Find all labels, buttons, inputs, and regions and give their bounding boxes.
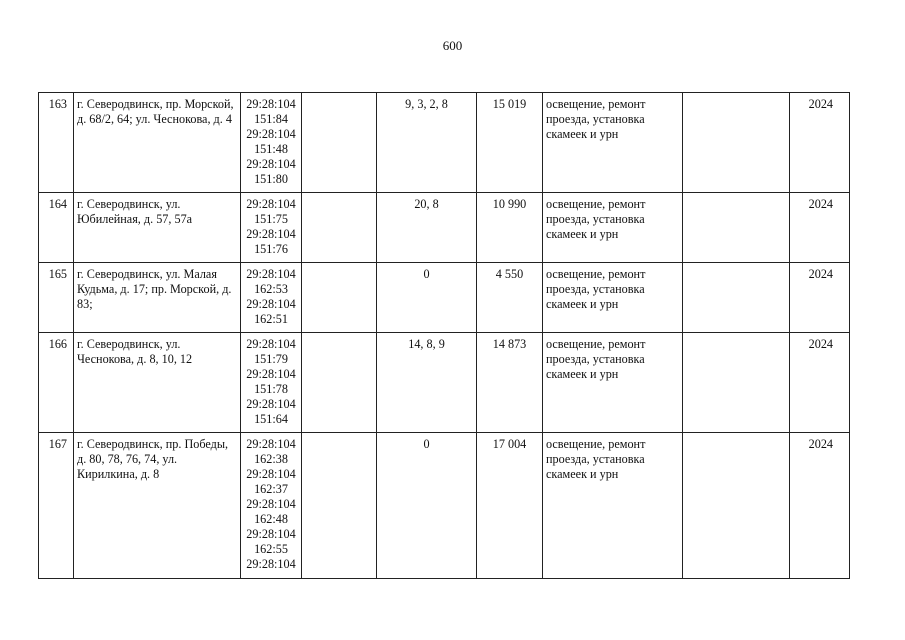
cadastral-number-part: 162:37 xyxy=(254,482,288,496)
empty-cell xyxy=(302,263,377,333)
empty-cell xyxy=(302,433,377,579)
note-cell xyxy=(683,433,790,579)
cadastral-number-part: 29:28:104 xyxy=(246,367,296,381)
address-cell: г. Северодвинск, ул. Юбилейная, д. 57, 57а xyxy=(74,193,241,263)
cadastral-number-part: 151:75 xyxy=(254,212,288,226)
entrances-cell: 20, 8 xyxy=(377,193,477,263)
cadastral-number-part: 162:38 xyxy=(254,452,288,466)
year-cell: 2024 xyxy=(790,433,850,579)
cadastral-number-part: 29:28:104 xyxy=(246,197,296,211)
table-row xyxy=(39,433,850,579)
cadastral-number-part: 29:28:104 xyxy=(246,227,296,241)
cadastral-number-part: 151:80 xyxy=(254,172,288,186)
works-cell: освещение, ремонт проезда, установка скамеек и урн xyxy=(543,263,683,333)
cadastral-number-part: 29:28:104 xyxy=(246,127,296,141)
cadastral-number-part: 151:78 xyxy=(254,382,288,396)
empty-cell xyxy=(302,333,377,433)
cadastral-number-part: 162:48 xyxy=(254,512,288,526)
entrances-cell: 0 xyxy=(377,433,477,579)
cadastral-number-part: 162:55 xyxy=(254,542,288,556)
year-cell: 2024 xyxy=(790,263,850,333)
cadastral-number-part: 29:28:104 xyxy=(246,297,296,311)
note-cell xyxy=(683,93,790,193)
cadastral-cell xyxy=(241,433,302,579)
row-number-cell: 163 xyxy=(39,93,74,193)
cadastral-number-part: 162:51 xyxy=(254,312,288,326)
year-cell: 2024 xyxy=(790,193,850,263)
territory-table xyxy=(38,92,850,579)
cadastral-number-part: 151:79 xyxy=(254,352,288,366)
table-body xyxy=(39,93,850,579)
area-cell: 17 004 xyxy=(477,433,543,579)
entrances-cell: 14, 8, 9 xyxy=(377,333,477,433)
cadastral-cell xyxy=(241,263,302,333)
cadastral-cell xyxy=(241,193,302,263)
cadastral-number-part: 151:64 xyxy=(254,412,288,426)
cadastral-number-part: 29:28:104 xyxy=(246,467,296,481)
cadastral-number-part: 29:28:104 xyxy=(246,267,296,281)
row-number-cell: 165 xyxy=(39,263,74,333)
cadastral-number-part: 29:28:104 xyxy=(246,497,296,511)
table-row xyxy=(39,333,850,433)
row-number-cell: 164 xyxy=(39,193,74,263)
area-cell: 15 019 xyxy=(477,93,543,193)
cadastral-number-part: 162:53 xyxy=(254,282,288,296)
cadastral-number-part: 151:84 xyxy=(254,112,288,126)
cadastral-number-part: 29:28:104 xyxy=(246,437,296,451)
cadastral-number-part: 29:28:104 xyxy=(246,557,296,571)
works-cell: освещение, ремонт проезда, установка скамеек и урн xyxy=(543,93,683,193)
cadastral-number-part: 29:28:104 xyxy=(246,527,296,541)
table-row xyxy=(39,263,850,333)
works-cell: освещение, ремонт проезда, установка скамеек и урн xyxy=(543,333,683,433)
cadastral-number-part: 29:28:104 xyxy=(246,97,296,111)
table-row xyxy=(39,93,850,193)
works-cell: освещение, ремонт проезда, установка скамеек и урн xyxy=(543,193,683,263)
cadastral-number-part: 29:28:104 xyxy=(246,157,296,171)
note-cell xyxy=(683,333,790,433)
page-number: 600 xyxy=(442,38,463,53)
note-cell xyxy=(683,263,790,333)
cadastral-number-part: 29:28:104 xyxy=(246,337,296,351)
address-cell: г. Северодвинск, ул. Чеснокова, д. 8, 10, 12 xyxy=(74,333,241,433)
year-cell: 2024 xyxy=(790,93,850,193)
cadastral-number-part: 151:76 xyxy=(254,242,288,256)
cadastral-cell xyxy=(241,333,302,433)
area-cell: 10 990 xyxy=(477,193,543,263)
row-number-cell: 166 xyxy=(39,333,74,433)
empty-cell xyxy=(302,193,377,263)
cadastral-cell xyxy=(241,93,302,193)
row-number-cell: 167 xyxy=(39,433,74,579)
year-cell: 2024 xyxy=(790,333,850,433)
cadastral-number-part: 29:28:104 xyxy=(246,397,296,411)
area-cell: 4 550 xyxy=(477,263,543,333)
table-row xyxy=(39,193,850,263)
address-cell: г. Северодвинск, пр. Морской, д. 68/2, 64; ул. Чеснокова, д. 4 xyxy=(74,93,241,193)
area-cell: 14 873 xyxy=(477,333,543,433)
address-cell: г. Северодвинск, пр. Победы, д. 80, 78, 76, 74, ул. Кирилкина, д. 8 xyxy=(74,433,241,579)
address-cell: г. Северодвинск, ул. Малая Кудьма, д. 17; пр. Морской, д. 83; xyxy=(74,263,241,333)
works-cell: освещение, ремонт проезда, установка скамеек и урн xyxy=(543,433,683,579)
note-cell xyxy=(683,193,790,263)
cadastral-number-part: 151:48 xyxy=(254,142,288,156)
entrances-cell: 0 xyxy=(377,263,477,333)
entrances-cell: 9, 3, 2, 8 xyxy=(377,93,477,193)
empty-cell xyxy=(302,93,377,193)
